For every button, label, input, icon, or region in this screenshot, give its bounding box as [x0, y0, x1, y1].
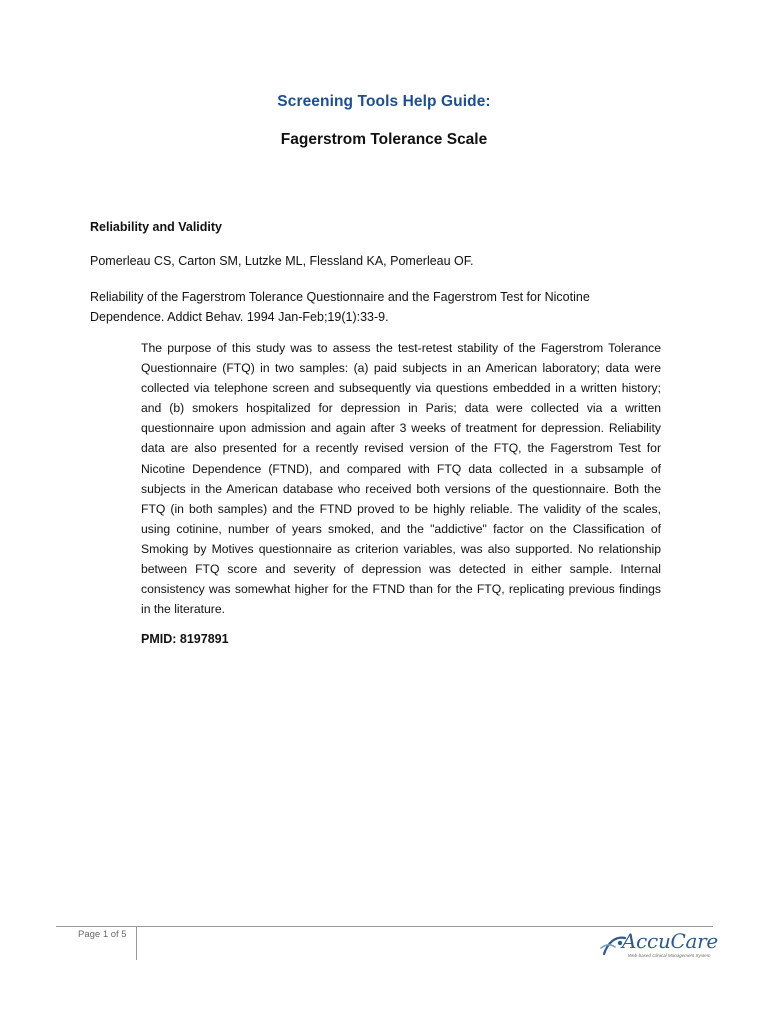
citation: Reliability of the Fagerstrom Tolerance Questionnaire and the Fagerstrom Test for Nicotine Dependence. Addict Behav. 1994 Jan-Feb;19(1):33-9. — [90, 290, 590, 324]
logo-text: AccuCare — [622, 929, 718, 953]
accucare-logo — [598, 926, 728, 966]
footer-vertical-divider — [136, 926, 137, 960]
logo-tagline: Web-based Clinical Management System — [628, 953, 711, 958]
authors-line: Pomerleau CS, Carton SM, Lutzke ML, Flessland KA, Pomerleau OF. — [90, 254, 474, 268]
document-subtitle: Fagerstrom Tolerance Scale — [280, 131, 488, 148]
section-heading: Reliability and Validity — [90, 220, 222, 234]
document-title: Screening Tools Help Guide: — [277, 93, 491, 110]
page-number: Page 1 of 5 — [78, 929, 127, 940]
abstract-paragraph: The purpose of this study was to assess the test-retest stability of the Fagerstrom Tolerance Questionnaire (FTQ) in two samples: (a) paid subjects in an American laboratory; data were collected via telephone screen and subsequently via questions embedded in a written history; and (b) smokers hospitalized for depression in Paris; data were collected via a written questionnaire upon admission and again after 3 weeks of treatment for depression. Reliability data are also presented for a recently revised version of the FTQ, the Fagerstrom Test for Nicotine Dependence (FTND), and compared with FTQ data collected in a subsample of subjects in the American database who received both versions of the questionnaire. Both the FTQ (in both samples) and the FTND proved to be highly reliable. The validity of the scales, using cotinine, number of years smoked, and the "addictive" factor on the Classification of Smoking by Motives questionnaire as criterion variables, was also supported. No relationship between FTQ score and severity of depression was detected in either sample. Internal consistency was somewhat higher for the FTND than for the FTQ, replicating previous findings in the literature. — [141, 341, 661, 617]
pmid: PMID: 8197891 — [141, 632, 229, 646]
